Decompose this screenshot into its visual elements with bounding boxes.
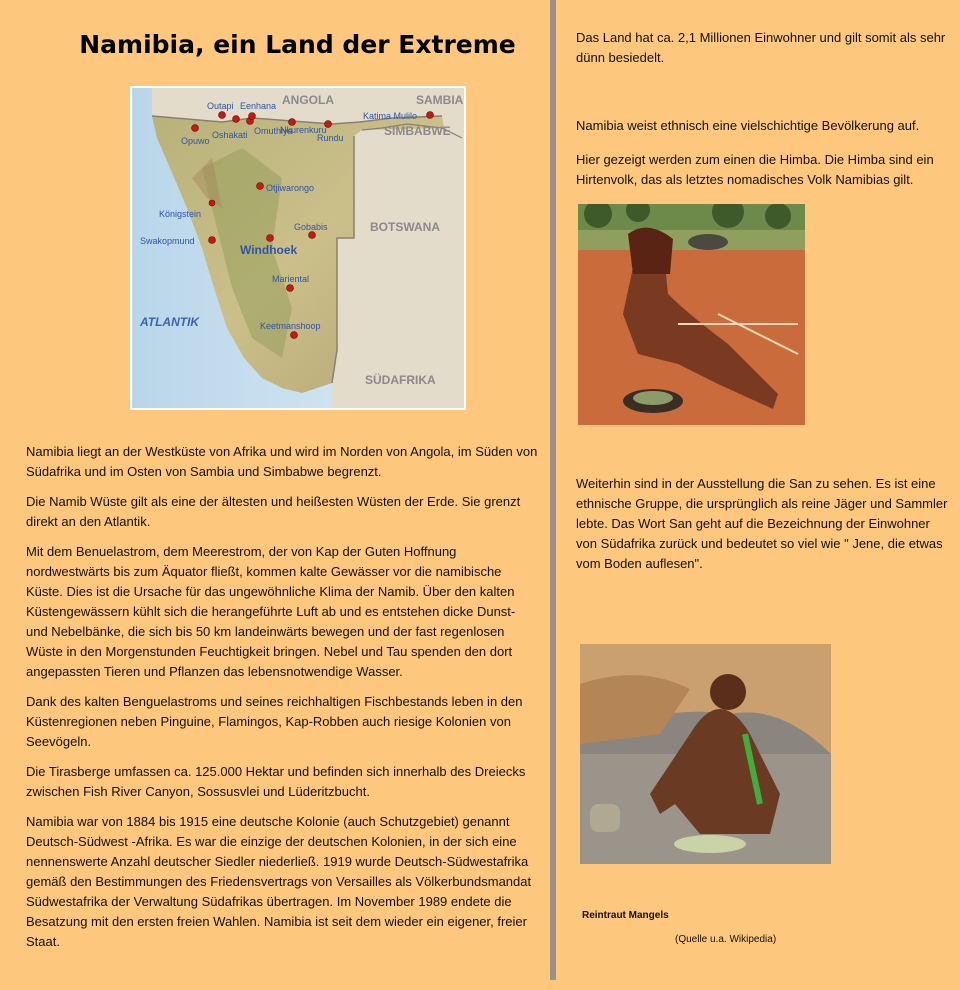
map-city-nkurenkuru: Nkurenkuru: [280, 125, 327, 135]
author-name: Reintraut Mangels: [582, 910, 669, 921]
map-label-simbabwe: SIMBABWE: [384, 124, 451, 138]
paragraph-history: Namibia war von 1884 bis 1915 eine deutsche Kolonie (auch Schutzgebiet) genannt Deutsch-Südwest -Afrika. Es war die einzige der deutschen Kolonien, in der sich eine nennenswerte Anzahl deutscher Siedler niederließ. 1919 wurde Deutsch-Südwestafrika gemäß den Bestimmungen des Friedensvertrags von Versailles als Völkerbundsmandat Südwestafrika der Verwaltung Südafrikas übertragen. Im November 1989 endete die Besatzung mit den ersten freien Wahlen. Namibia ist seit dem wieder ein eigener, freier Staat.: [26, 814, 532, 949]
himba-photo: [578, 204, 805, 425]
map-city-otjiwarongo: Otjiwarongo: [266, 183, 315, 193]
map-city-opuwo: Opuwo: [181, 136, 210, 146]
paragraph-tirasberge: Die Tirasberge umfassen ca. 125.000 Hektar und befinden sich innerhalb des Dreiecks zwischen Fish River Canyon, Sossusvlei und Lüderitzbucht.: [26, 764, 526, 799]
map-label-botswana: BOTSWANA: [370, 220, 440, 234]
map-city-eenhana: Eenhana: [240, 101, 277, 111]
map-label-suedafrika: SÜDAFRIKA: [365, 373, 436, 387]
page-title: Namibia, ein Land der Extreme: [79, 30, 516, 59]
paragraph-location: Namibia liegt an der Westküste von Afrika und wird im Norden von Angola, im Süden von Südafrika und im Osten von Sambia und Simbabwe begrenzt.: [26, 444, 538, 479]
map-city-koenigstein: Königstein: [159, 209, 202, 219]
paragraph-san: Weiterhin sind in der Ausstellung die San zu sehen. Es ist eine ethnische Gruppe, die ursprünglich als reine Jäger und Sammler lebte. Das Wort San geht auf die Bezeichnung der Einwohner von Südafrika zurück und bedeutet so viel wie " Jene, die etwas vom Boden auflesen".: [576, 476, 948, 571]
map-label-atlantik: ATLANTIK: [140, 315, 200, 329]
paragraph-wildlife: Dank des kalten Benguelastroms und seines reichhaltigen Fischbestands leben in den Küstenregionen neben Pinguine, Flamingos, Kap-Robben auch riesige Kolonien von Seevögeln.: [26, 694, 523, 749]
column-divider: [550, 0, 556, 980]
map-city-swakopmund: Swakopmund: [140, 236, 195, 246]
map-city-keetmanshoop: Keetmanshoop: [260, 321, 321, 331]
left-column-text: [26, 442, 538, 962]
map-city-omuthiya: Omuthiya: [254, 126, 293, 136]
source-note: (Quelle u.a. Wikipedia): [675, 934, 777, 945]
map-city-outapi: Outapi: [207, 101, 234, 111]
paragraph-benguela-current: Mit dem Benuelastrom, dem Meerestrom, der von Kap der Guten Hoffnung nordwestwärts bis zum Äquator fließt, kommen kalte Gewässer vor die namibische Küste. Dies ist die Ursache für das ungewöhnliche Klima der Namib. Über den kalten Küstengewässern kühlt sich die herangeführte Luft ab und es entstehen dicke Dunst- und Nebelbänke, die sich bis 50 km landeinwärts bewegen und der fast regenlosen Wüste in den Morgenstunden Feuchtigkeit bringen. Nebel und Tau spenden den dort angepassten Tieren und Pflanzen das lebensnotwendige Wasser.: [26, 544, 516, 679]
map-city-oshakati: Oshakati: [212, 130, 248, 140]
map-label-sambia: SAMBIA: [416, 93, 464, 107]
paragraph-himba: Hier gezeigt werden zum einen die Himba. Die Himba sind ein Hirtenvolk, das als letztes nomadisches Volk Namibias gilt.: [576, 152, 934, 187]
map-city-mariental: Mariental: [272, 274, 310, 284]
map-label-angola: ANGOLA: [282, 93, 334, 107]
paragraph-population: Das Land hat ca. 2,1 Millionen Einwohner und gilt somit als sehr dünn besiedelt.: [576, 30, 946, 65]
paragraph-ethnic: Namibia weist ethnisch eine vielschichtige Bevölkerung auf.: [576, 118, 920, 133]
map-city-katima: Katima Mulilo: [363, 111, 418, 121]
namibia-map: [130, 86, 466, 410]
san-photo: [580, 644, 831, 864]
map-city-rundu: Rundu: [317, 133, 344, 143]
map-label-windhoek: Windhoek: [240, 243, 298, 257]
paragraph-namib: Die Namib Wüste gilt als eine der ältesten und heißesten Wüsten der Erde. Sie grenzt direkt an den Atlantik.: [26, 494, 521, 529]
map-city-gobabis: Gobabis: [294, 222, 328, 232]
